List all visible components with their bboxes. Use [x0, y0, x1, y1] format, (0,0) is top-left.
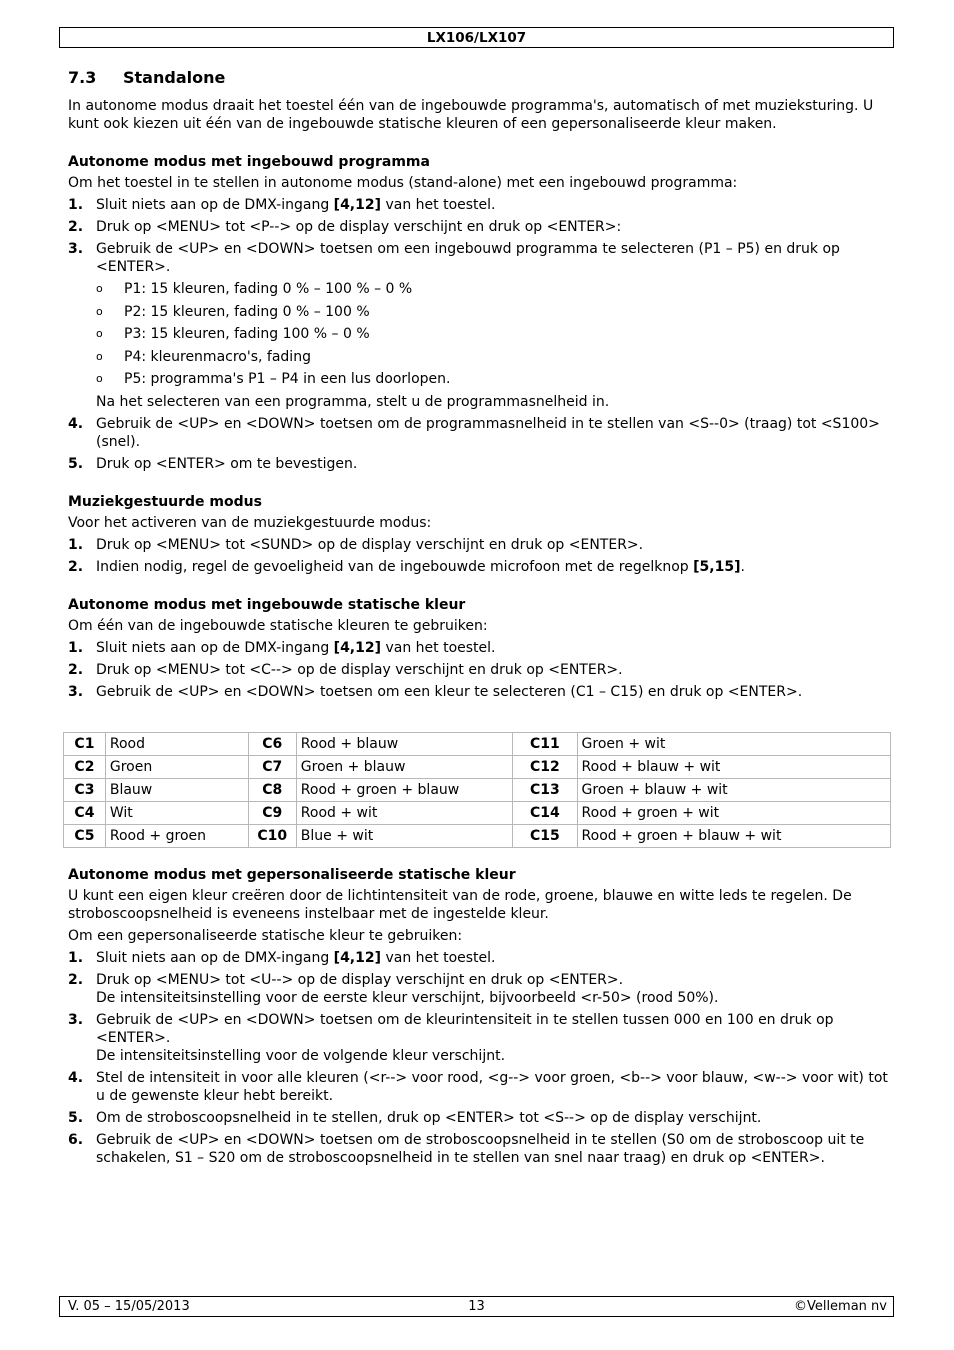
color-code: C4: [64, 802, 106, 825]
list-item: [68, 196, 894, 214]
step-result: De intensiteitsinstelling voor de eerste kleur verschijnt, bijvoorbeeld <r-50> (rood 50%).: [96, 990, 719, 1006]
color-code: C14: [513, 802, 577, 825]
step-text: Gebruik de <UP> en <DOWN> toetsen om de stroboscoopsnelheid in te stellen (S0 om de stroboscoop uit te schakelen, S1 – S20 om de stroboscoopsnelheid in te stellen van snel naar traag) en druk op <ENTER>.: [96, 1132, 865, 1166]
color-code: C5: [64, 825, 106, 848]
color-name: Rood + groen + wit: [577, 802, 890, 825]
list-item: [68, 1109, 894, 1127]
bullet-icon: o: [96, 349, 103, 363]
step-number: 1.: [68, 639, 84, 656]
step-result: De intensiteitsinstelling voor de volgende kleur verschijnt.: [96, 1048, 506, 1064]
color-name: Rood + groen + blauw: [296, 779, 512, 802]
table-row: [64, 825, 891, 848]
music-mode-steps: [68, 536, 894, 576]
list-item: [68, 455, 894, 473]
color-code: C6: [248, 733, 296, 756]
color-name: Wit: [105, 802, 248, 825]
program-list: [96, 280, 894, 388]
step-text: Gebruik de <UP> en <DOWN> toetsen om een kleur te selecteren (C1 – C15) en druk op <ENTER>.: [96, 683, 803, 700]
color-name: Rood + groen: [105, 825, 248, 848]
step-text: Druk op <MENU> tot <SUND> op de display verschijnt en druk op <ENTER>.: [96, 536, 644, 553]
list-item: [68, 1069, 894, 1105]
builtin-program-steps: [68, 196, 894, 473]
color-name: Rood + wit: [296, 802, 512, 825]
table-row: [64, 802, 891, 825]
list-item: [68, 1131, 894, 1167]
step-number: 6.: [68, 1132, 84, 1148]
step-text: Sluit niets aan op de DMX-ingang: [96, 639, 334, 656]
program-text: P1: 15 kleuren, fading 0 % – 100 % – 0 %: [124, 281, 413, 297]
color-name: Rood + blauw: [296, 733, 512, 756]
footer-page-number: 13: [468, 1299, 485, 1314]
color-name: Rood + groen + blauw + wit: [577, 825, 890, 848]
color-name: Groen + wit: [577, 733, 890, 756]
step-number: 5.: [68, 1110, 84, 1126]
table-row: [64, 756, 891, 779]
step-number: 1.: [68, 197, 84, 213]
color-code: C1: [64, 733, 106, 756]
static-color-intro: Om één van de ingebouwde statische kleuren te gebruiken:: [68, 617, 488, 634]
step-number: 3.: [68, 241, 84, 257]
list-item: [68, 536, 894, 554]
step-text-after: van het toestel.: [381, 197, 496, 213]
section-title: Standalone: [123, 68, 226, 87]
step-text: Druk op <MENU> tot <U--> op de display verschijnt en druk op <ENTER>.: [96, 972, 624, 988]
builtin-program-intro: Om het toestel in te stellen in autonome modus (stand-alone) met een ingebouwd programma:: [68, 175, 738, 191]
static-color-table: [63, 732, 891, 848]
custom-color-steps: [68, 949, 894, 1167]
step-number: 1.: [68, 950, 84, 966]
program-item: [96, 280, 894, 298]
color-code: C13: [513, 779, 577, 802]
step-text: Gebruik de <UP> en <DOWN> toetsen om een ingebouwd programma te selecteren (P1 – P5) en druk op <ENTER>.: [96, 241, 840, 275]
step-text-after: .: [740, 558, 745, 575]
section-intro: In autonome modus draait het toestel één van de ingebouwde programma's, automatisch of met muzieksturing. U kunt ook kiezen uit één van de ingebouwde statische kleuren of een gepersonaliseerde kleur maken.: [68, 98, 874, 132]
step-number: 2.: [68, 558, 84, 575]
program-text: P4: kleurenmacro's, fading: [124, 348, 311, 365]
list-item: [68, 240, 894, 411]
step-ref: [4,12]: [333, 950, 382, 966]
list-item: [68, 218, 894, 236]
step-text: Stel de intensiteit in voor alle kleuren (<r--> voor rood, <g--> voor groen, <b--> voor blauw, <w--> voor wit) tot u de gewenste kleur hebt bereikt.: [96, 1070, 888, 1104]
section-heading: [68, 66, 894, 90]
custom-color-intro-2: Om een gepersonaliseerde statische kleur te gebruiken:: [68, 928, 463, 944]
list-item: [68, 971, 894, 1007]
music-mode-heading: Muziekgestuurde modus: [68, 493, 262, 510]
step-number: 2.: [68, 661, 84, 678]
list-item: [68, 639, 894, 657]
table-row: [64, 733, 891, 756]
program-note: Na het selecteren van een programma, stelt u de programmasnelheid in.: [96, 393, 610, 410]
color-code: C12: [513, 756, 577, 779]
step-text: Indien nodig, regel de gevoeligheid van de ingebouwde microfoon met de regelknop: [96, 558, 694, 575]
step-number: 1.: [68, 536, 84, 553]
program-item: [96, 325, 894, 343]
color-name: Rood + blauw + wit: [577, 756, 890, 779]
step-ref: [4,12]: [333, 639, 382, 656]
step-number: 4.: [68, 415, 84, 432]
step-number: 5.: [68, 455, 84, 472]
step-text: Druk op <MENU> tot <P--> op de display verschijnt en druk op <ENTER>:: [96, 219, 622, 235]
list-item: [68, 415, 894, 451]
page-header: [59, 27, 894, 48]
section-number: 7.3: [68, 68, 97, 87]
step-text: Om de stroboscoopsnelheid in te stellen, druk op <ENTER> tot <S--> op de display verschijnt.: [96, 1110, 762, 1126]
color-code: C10: [248, 825, 296, 848]
program-text: P5: programma's P1 – P4 in een lus doorlopen.: [124, 371, 451, 387]
program-item: [96, 303, 894, 321]
color-name: Groen + blauw: [296, 756, 512, 779]
color-name: Groen + blauw + wit: [577, 779, 890, 802]
step-text-after: van het toestel.: [381, 950, 496, 966]
color-code: C2: [64, 756, 106, 779]
color-name: Blauw: [105, 779, 248, 802]
footer-copyright: ©Velleman nv: [793, 1299, 887, 1314]
program-text: P3: 15 kleuren, fading 100 % – 0 %: [124, 326, 370, 342]
step-text: Gebruik de <UP> en <DOWN> toetsen om de programmasnelheid in te stellen van <S--0> (traag) tot <S100> (snel).: [96, 415, 880, 450]
color-code: C15: [513, 825, 577, 848]
step-text: Druk op <MENU> tot <C--> op de display verschijnt en druk op <ENTER>.: [96, 661, 623, 678]
program-item: [96, 370, 894, 388]
list-item: [68, 558, 894, 576]
page-footer: [59, 1296, 894, 1317]
program-text: P2: 15 kleuren, fading 0 % – 100 %: [124, 303, 370, 320]
step-text: Gebruik de <UP> en <DOWN> toetsen om de kleurintensiteit in te stellen tussen 000 en 100 en druk op <ENTER>.: [96, 1012, 834, 1046]
static-color-steps: [68, 639, 894, 701]
color-name: Groen: [105, 756, 248, 779]
program-item: [96, 348, 894, 366]
step-text: Druk op <ENTER> om te bevestigen.: [96, 455, 358, 472]
list-item: [68, 1011, 894, 1065]
header-title: LX106/LX107: [426, 30, 527, 46]
custom-color-section: [68, 852, 894, 1171]
step-number: 2.: [68, 219, 84, 235]
table-row: [64, 779, 891, 802]
footer-version: V. 05 – 15/05/2013: [68, 1299, 190, 1314]
step-number: 3.: [68, 683, 84, 700]
step-number: 3.: [68, 1012, 84, 1028]
custom-color-intro: U kunt een eigen kleur creëren door de lichtintensiteit van de rode, groene, blauwe en witte leds te regelen. De stroboscoopsnelheid is eveneens instelbaar met de ingestelde kleur.: [68, 888, 852, 922]
list-item: [68, 661, 894, 679]
step-number: 4.: [68, 1070, 84, 1086]
step-text: Sluit niets aan op de DMX-ingang: [96, 950, 334, 966]
bullet-icon: o: [96, 327, 103, 340]
color-code: C7: [248, 756, 296, 779]
bullet-icon: o: [96, 372, 103, 385]
section-content: [68, 66, 894, 705]
step-ref: [4,12]: [333, 197, 382, 213]
step-ref: [5,15]: [693, 558, 741, 575]
color-code: C3: [64, 779, 106, 802]
bullet-icon: o: [96, 304, 103, 318]
music-mode-intro: Voor het activeren van de muziekgestuurde modus:: [68, 514, 432, 531]
list-item: [68, 683, 894, 701]
color-name: Blue + wit: [296, 825, 512, 848]
color-name: Rood: [105, 733, 248, 756]
color-code: C8: [248, 779, 296, 802]
color-code: C11: [513, 733, 577, 756]
color-code: C9: [248, 802, 296, 825]
list-item: [68, 949, 894, 967]
static-color-heading: Autonome modus met ingebouwde statische kleur: [68, 596, 466, 613]
step-number: 2.: [68, 972, 84, 988]
bullet-icon: o: [96, 282, 103, 295]
builtin-program-heading: Autonome modus met ingebouwd programma: [68, 154, 430, 170]
step-text: Sluit niets aan op de DMX-ingang: [96, 197, 334, 213]
step-text-after: van het toestel.: [381, 639, 496, 656]
custom-color-heading: Autonome modus met gepersonaliseerde statische kleur: [68, 867, 516, 883]
